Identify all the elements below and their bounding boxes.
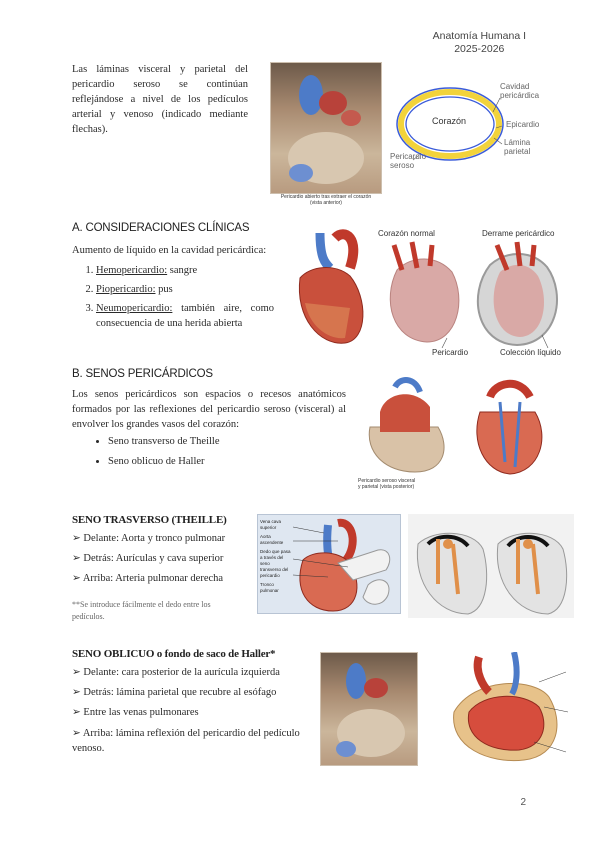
course-year: 2025-2026 bbox=[454, 43, 505, 55]
label-pericardium: Pericardio bbox=[432, 348, 469, 357]
list-item: ➢ Arriba: lámina reflexión del pericardio del pedículo venoso. bbox=[72, 728, 300, 754]
page-header bbox=[433, 30, 526, 56]
effusion-art bbox=[372, 240, 572, 348]
oblique-photo-art bbox=[321, 653, 417, 765]
oblique-title: SENO OBLICUO o fondo de saco de Haller* bbox=[72, 648, 276, 660]
list-item: 3. Neumopericardio: también aire, como consecuencia de una herida abierta bbox=[96, 301, 274, 331]
sinus-art bbox=[360, 372, 560, 477]
diagram-parietal-label: Lámina parietal bbox=[504, 138, 531, 156]
list-item: 2. Piopericardio: pus bbox=[96, 282, 274, 297]
heart-anatomy-art bbox=[290, 228, 370, 348]
pericardium-ring-diagram bbox=[388, 78, 568, 178]
transverse-note: **Se introduce fácilmente el dedo entre los pedículos. bbox=[72, 600, 211, 621]
section-a-title: A. CONSIDERACIONES CLÍNICAS bbox=[72, 222, 250, 234]
fig-label: Dedo que pasa a través del seno transverso del pericardio bbox=[260, 549, 291, 578]
list-item: ➢ Delante: Aorta y tronco pulmonar bbox=[72, 533, 226, 544]
section-b-title: B. SENOS PERICÁRDICOS bbox=[72, 368, 213, 380]
page-number: 2 bbox=[520, 797, 526, 808]
list-item: ➢ Entre las venas pulmonares bbox=[72, 707, 199, 718]
transverse-schematic-art bbox=[408, 514, 574, 618]
section-a-lead: Aumento de líquido en la cavidad pericárdica: bbox=[72, 245, 267, 256]
list-item: 1. Hemopericardio: sangre bbox=[96, 263, 274, 278]
transverse-fig-labels bbox=[260, 519, 292, 594]
effusion-comparison-image bbox=[372, 240, 572, 348]
list-item: ➢ Arriba: Arteria pulmonar derecha bbox=[72, 573, 224, 584]
oblique-photo bbox=[320, 652, 418, 766]
diagram-cavity-label: Cavidad pericárdica bbox=[500, 82, 540, 100]
heart-anatomy-image bbox=[290, 228, 370, 348]
list-item: • Seno oblicuo de Haller bbox=[108, 452, 342, 472]
pericardium-photo-art bbox=[271, 63, 381, 193]
label-effusion: Derrame pericárdico bbox=[482, 229, 555, 238]
section-a-list bbox=[74, 263, 274, 331]
fig-label: Vena cava superior bbox=[260, 519, 282, 530]
section-b-text: Los senos pericárdicos son espacios o recesos anatómicos formados por las reflexiones del pericardio seroso (visceral) al envolver los grandes vasos del corazón: bbox=[72, 389, 346, 430]
intro-paragraph: Las láminas visceral y parietal del pericardio seroso se continúan reflejándose a nivel de los pedículos arterial y venoso (indicado mediante flechas). bbox=[72, 64, 248, 135]
transverse-list bbox=[72, 529, 262, 589]
label-normal-heart: Corazón normal bbox=[378, 229, 435, 238]
list-item: • Seno transverso de Theille bbox=[108, 432, 342, 452]
label-fluid: Colección líquido bbox=[500, 348, 561, 357]
transverse-figure bbox=[257, 514, 401, 614]
list-item: ➢ Detrás: Aurículas y cava superior bbox=[72, 553, 224, 564]
diagram-heart-label: Corazón bbox=[432, 116, 467, 126]
transverse-title: SENO TRASVERSO (THEILLE) bbox=[72, 514, 227, 526]
oblique-list bbox=[72, 663, 312, 756]
fig-label: Aorta ascendente bbox=[260, 534, 284, 545]
list-item: ➢ Detrás: lámina parietal que recubre al esófago bbox=[72, 687, 277, 698]
sinus-images bbox=[360, 372, 560, 477]
diagram-epicardium-label: Epicardio bbox=[506, 120, 540, 129]
transverse-schematic bbox=[408, 514, 574, 618]
oblique-anatomy-art bbox=[444, 652, 570, 766]
oblique-anatomy-image bbox=[444, 652, 570, 766]
course-name: Anatomía Humana I bbox=[432, 30, 526, 42]
diagram-serous-label: Pericardio seroso bbox=[390, 152, 427, 170]
list-item: ➢ Delante: cara posterior de la aurícula izquierda bbox=[72, 667, 280, 678]
sinus-caption: Pericardio seroso visceral y parietal (vista posterior) bbox=[358, 478, 416, 490]
section-b-list bbox=[72, 432, 342, 472]
pericardium-photo bbox=[270, 62, 382, 194]
pericardium-photo-caption: Pericardio abierto tras extraer el corazón (vista anterior) bbox=[280, 194, 372, 206]
fig-label: Tronco pulmonar bbox=[260, 582, 279, 593]
